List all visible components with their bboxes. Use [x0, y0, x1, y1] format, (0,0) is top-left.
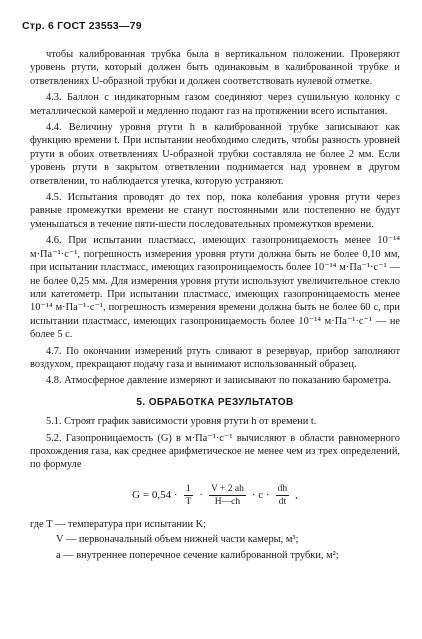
definition-v: V — первоначальный объем нижней части камеры, м³;: [56, 534, 299, 546]
fraction-denominator: H—ch: [214, 497, 241, 508]
paragraph-4-6: 4.6. При испытании пластмасс, имеющих газопроницаемость менее 10⁻¹⁴ м·Па⁻¹·с⁻¹, погрешность измерения уровня ртути должна быть не более 0,10 мм, при испытании пластмасс, имеющих газопроницаемость более 10⁻¹⁴ м·Па⁻¹·с⁻¹ — не более 0,25 мм. Для измерения уровня ртути используют увеличительное стекло или катетометр. При испытании пластмасс, имеющих газопроницаемость менее 10⁻¹⁴ м·Па⁻¹·с⁻¹, погрешность измерения времени должна быть не более 60 с, при испытании пластмасс, имеющих газопроницаемость более 10⁻¹⁴ м·Па⁻¹·с⁻¹ — не более 5 с.: [30, 235, 400, 341]
page-header: Стр. 6 ГОСТ 23553—79: [22, 20, 142, 32]
paragraph-4-8: 4.8. Атмосферное давление измеряют и записывают по показанию барометра.: [46, 375, 392, 387]
definition-a: a — внутреннее поперечное сечение калиброванной трубки, м²;: [56, 549, 339, 561]
paragraph-5-1: 5.1. Строят график зависимости уровня ртути h от времени t.: [46, 416, 317, 428]
fraction-numerator: dh: [277, 484, 288, 495]
fraction-denominator: T: [185, 497, 192, 508]
section-title: 5. ОБРАБОТКА РЕЗУЛЬТАТОВ: [136, 396, 294, 408]
paragraph-4-3: 4.3. Баллон с индикаторным газом соединяют через сушильную колонку с металлической камерой и медленно подают газ на протяжении всего испытания.: [30, 92, 400, 117]
document-body: [30, 48, 400, 564]
paragraph-5-2: 5.2. Газопроницаемость (G) в м·Па⁻¹·с⁻¹ вычисляют в области равномерного прохождения газа, как среднее арифметическое не менее чем из трех определений, по формуле: [30, 432, 400, 471]
fraction-derivative: [276, 483, 290, 508]
formula-dot: ·: [199, 489, 203, 502]
fraction-denominator: dt: [278, 497, 287, 508]
formula-tail: ,: [295, 489, 298, 502]
formula-mid: · c ·: [251, 489, 270, 502]
definition-t: где T — температура при испытании K;: [30, 518, 207, 530]
permeability-formula: [30, 476, 400, 516]
fraction-numerator: V + 2 ah: [210, 484, 244, 495]
paragraph-4-4: 4.4. Величину уровня ртути h в калиброванной трубке записывают как функцию времени t. При испытании необходимо следить, чтобы разность уровней ртути в обоих ответвлениях U-образной трубки составляла не более 2 мм. Если уровень ртути в закрытом ответвлении поднимается над уровнем в другом ответвлении, то наблюдается утечка, которую устраняют.: [30, 122, 400, 187]
fraction-volume: [209, 483, 246, 508]
fraction-numerator: 1: [186, 484, 191, 495]
fraction-1-over-t: [183, 483, 193, 508]
definitions-list: [30, 518, 400, 562]
paragraph-continuation: чтобы калиброванная трубка была в вертикальном положении. Проверяют уровень ртути, который должен быть одинаковым в калиброванной трубке и ответвлениях U-образной трубки и должен соответствовать нулевой отметке.: [30, 49, 400, 87]
formula-lhs: G = 0,54 ·: [132, 489, 178, 502]
paragraph-4-7: 4.7. По окончании измерений ртуть сливают в резервуар, прибор заполняют воздухом, прекращают подачу газа и вынимают использованный образец.: [30, 345, 400, 370]
paragraph-4-5: 4.5. Испытания проводят до тех пор, пока колебания уровня ртути через равные промежутки времени не станут постоянными или постепенно не будут уменьшаться в течение пяти-шести последовательных промежутков времени.: [30, 192, 400, 230]
